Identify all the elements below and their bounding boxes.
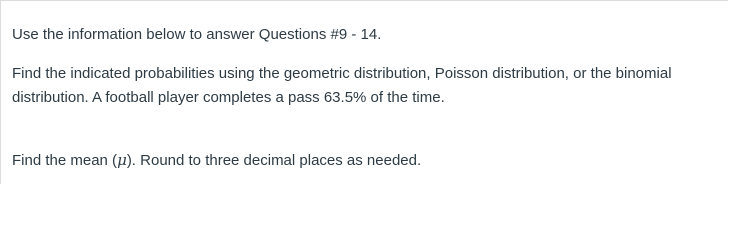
- question-prompt: [12, 148, 724, 173]
- prompt-text-start: Find the mean (: [12, 152, 118, 169]
- prompt-text-end: ). Round to three decimal places as needed.: [126, 152, 422, 169]
- mean-symbol: μ: [117, 151, 127, 169]
- question-intro: Use the information below to answer Questions #9 - 14.: [12, 26, 382, 43]
- question-description: Find the indicated probabilities using the geometric distribution, Poisson distribution, or the binomial distribution. A football player completes a pass 63.5% of the time.: [12, 65, 672, 106]
- question-content: [12, 23, 724, 173]
